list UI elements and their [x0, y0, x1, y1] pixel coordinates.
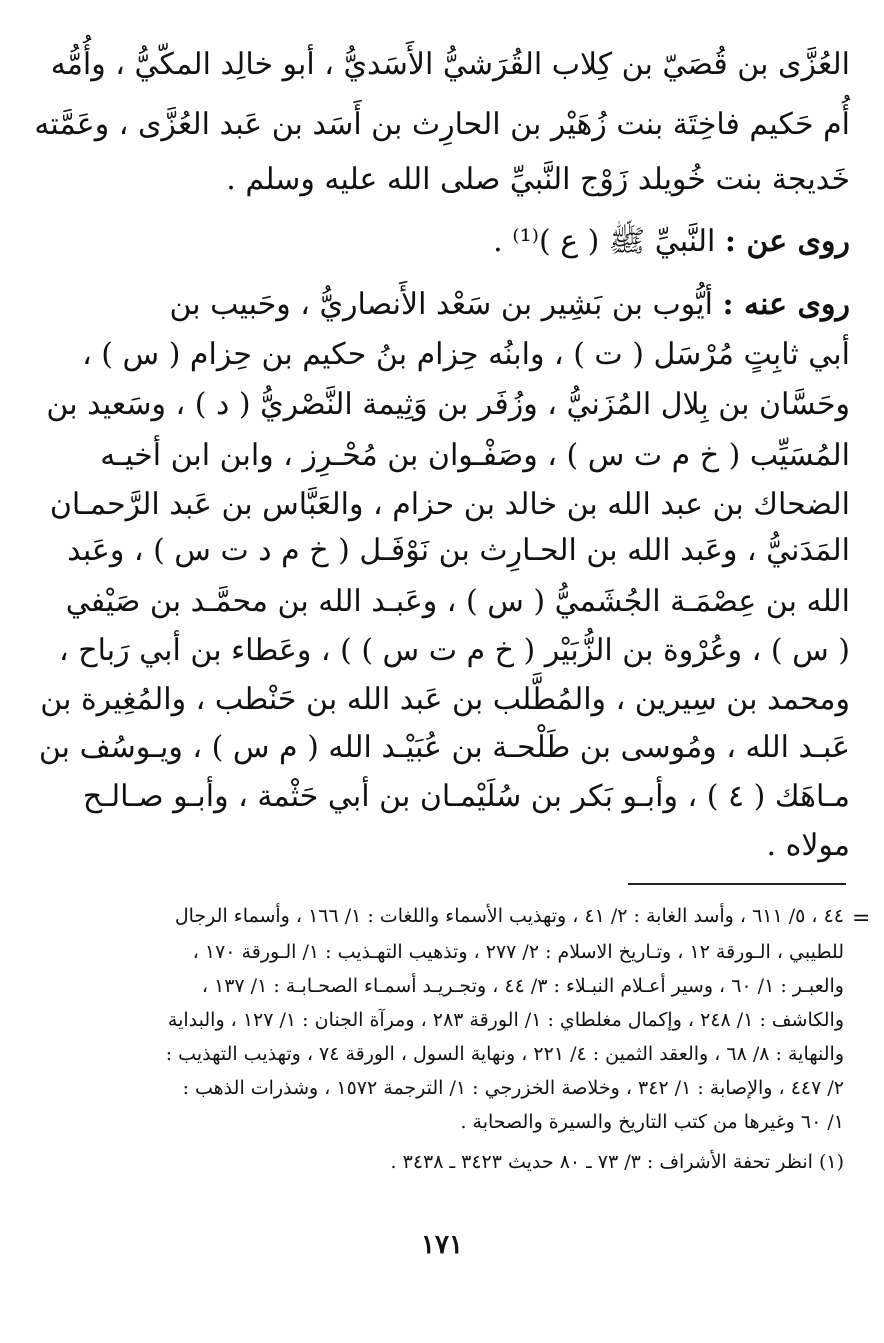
footnote-continuation-marker: = [852, 906, 871, 931]
body-line: الله بن عِصْمَـة الجُشَميُّ ( س ) ، وعَبـد الله بن محمَّـد بن صَيْفي [65, 584, 850, 619]
footnote-line: والعبـر : ١/ ٦٠ ، وسير أعـلام النبـلاء : ٣/ ٤٤ ، وتجـريـد أسمـاء الصحـابـة : ١/ ١٣٧ ، [201, 975, 844, 997]
body-line: عَبـد الله ، ومُوسى بن طَلْحـة بن عُبَيْـد الله ( م س ) ، ويـوسُف بن [38, 730, 850, 765]
footnote-line: ١/ ٦٠ وغيرها من كتب التاريخ والسيرة والصحابة . [460, 1111, 844, 1133]
footnote-line: والكاشف : ١/ ٢٤٨ ، وإكمال مغلطاي : ١/ الورقة ٢٨٣ ، ومرآة الجنان : ١/ ١٢٧ ، والبداية [167, 1009, 844, 1031]
body-line: مولاه . [766, 828, 850, 863]
body-line: وحَسَّان بن بِلال المُزَنيُّ ، وزُفَر بن وَثِيمة النَّصْريُّ ( د ) ، وسَعيد بن [46, 387, 850, 422]
footnote-reference: (١) انظر تحفة الأشراف : ٣/ ٧٣ ـ ٨٠ حديث ٣٤٢٣ ـ ٣٤٣٨ . [390, 1151, 844, 1173]
rawa-an-line [150, 222, 850, 262]
body-line: أبي ثابِتٍ مُرْسَل ( ت ) ، وابنُه حِزام بنُ حكيم بن حِزام ( س ) ، [82, 337, 850, 372]
body-line: مـاهَك ( ٤ ) ، وأبـو بَكر بن سُلَيْمـان بن أبي حَثْمة ، وأبـو صـالـح [82, 779, 850, 814]
body-line: ( س ) ، وعُرْوة بن الزُّبَيْر ( خ م ت س ) ) ، وعَطاء بن أبي رَباح ، [59, 633, 850, 668]
body-line: أُم حَكيم فاخِتَة بنت زُهَيْر بن الحارِث بن أَسَد بن عَبد العُزَّى ، وعَمَّته [34, 107, 850, 142]
page-number: ١٧١ [421, 1230, 463, 1260]
body-line: ومحمد بن سِيرين ، والمُطَّلب بن عَبد الله بن حَنْطب ، والمُغِيرة بن [40, 682, 850, 717]
footnote-line: والنهاية : ٨/ ٦٨ ، والعقد الثمين : ٤/ ٢٢١ ، ونهاية السول ، الورقة ٧٤ ، وتهذيب التهذيب : [165, 1043, 844, 1065]
body-line: المَدَنيُّ ، وعَبد الله بن الحـارِث بن نَوْفَـل ( خ م د ت س ) ، وعَبد [67, 533, 850, 568]
body-line: خَديجة بنت خُويلد زَوْج النَّبيِّ صلى الله عليه وسلم . [226, 162, 850, 197]
body-line: الضحاك بن عبد الله بن خالد بن حزام ، والعَبَّاس بن عَبد الرَّحمـان [49, 487, 850, 522]
rawa-anhu-text: أيُّوب بن بَشِير بن سَعْد الأَنصاريُّ ، وحَبيب بن [169, 287, 713, 322]
footnote-line: للطيبي ، الـورقة ١٢ ، وتـاريخ الاسلام : ٢/ ٢٧٧ ، وتذهيب التهـذيب : ١/ الـورقة ١٧٠ ، [192, 941, 844, 963]
body-line: العُزَّى بن قُصَيّ بن كِلاب القُرَشيُّ الأَسَديُّ ، أبو خالِد المكّيُّ ، وأُمُّه [50, 47, 850, 82]
body-line: المُسَيِّب ( خ م ت س ) ، وصَفْـوان بن مُحْـرِز ، وابن ابن أخيـه [100, 438, 850, 473]
footnote-line: ٤٤ ، ٥/ ٦١١ ، وأسد الغابة : ٢/ ٤١ ، وتهذيب الأسماء واللغات : ١/ ١٦٦ ، وأسماء الرجال [174, 905, 844, 927]
footnote-divider [628, 883, 846, 885]
rawa-anhu-label: روى عنه : [722, 287, 850, 322]
rawa-anhu-first-line [150, 285, 850, 325]
rawa-an-text: النَّبيِّ ﷺ ( ع )⁽¹⁾ . [493, 224, 716, 259]
footnote-line: ٢/ ٤٤٧ ، والإصابة : ١/ ٣٤٢ ، وخلاصة الخزرجي : ١/ الترجمة ١٥٧٢ ، وشذرات الذهب : [182, 1077, 844, 1099]
rawa-an-label: روى عن : [724, 224, 850, 259]
